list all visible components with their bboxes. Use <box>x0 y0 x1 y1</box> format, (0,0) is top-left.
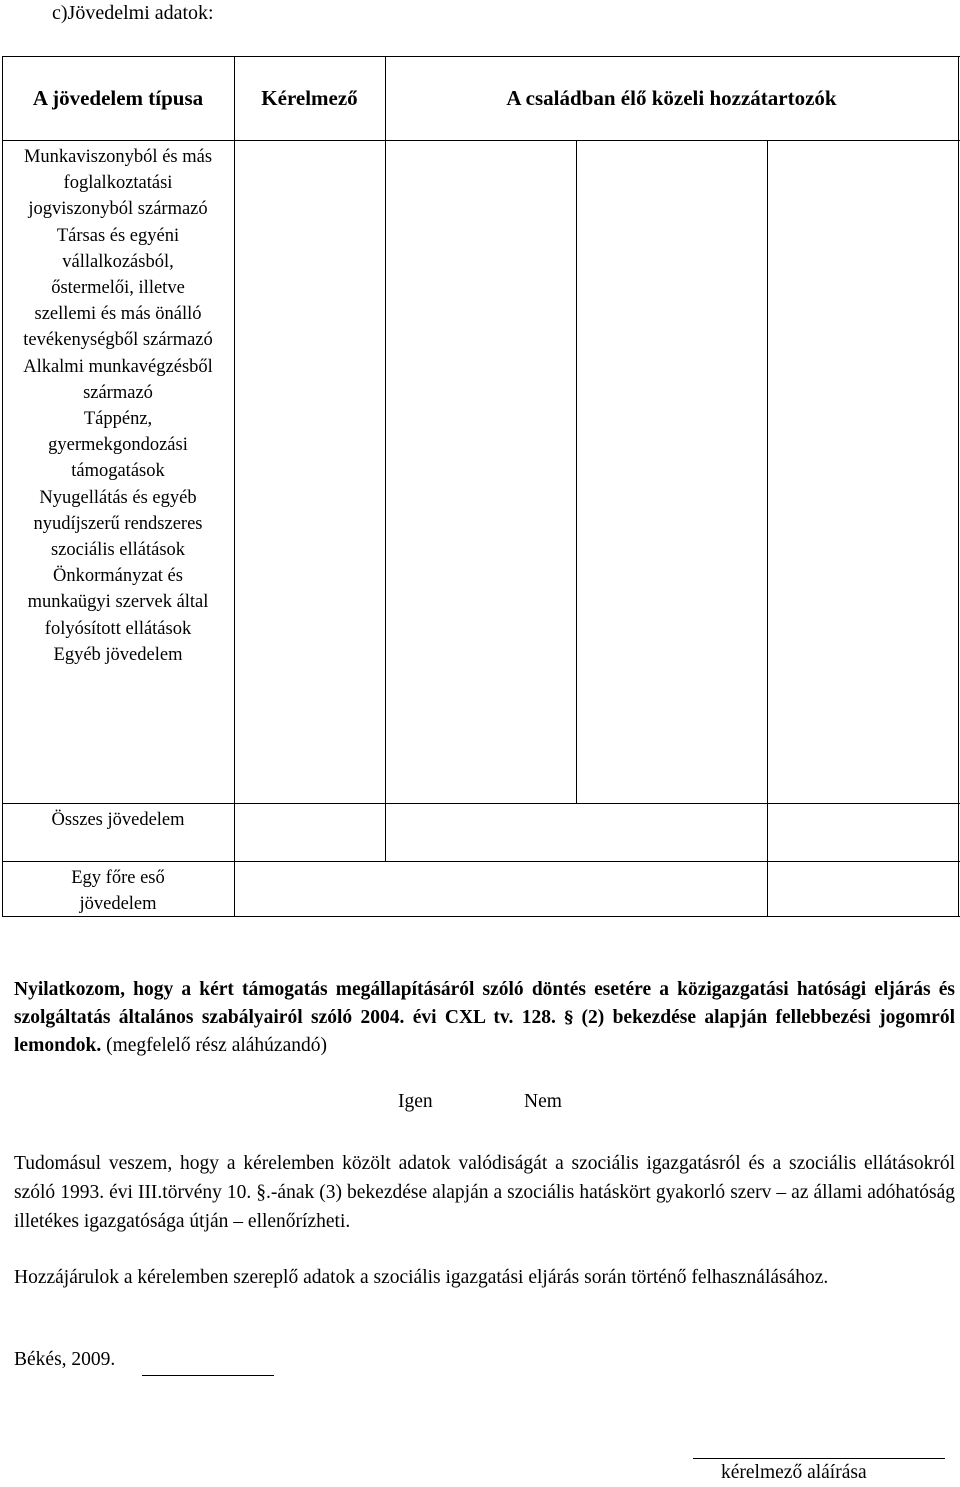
table-rule <box>2 56 960 57</box>
applicant-income-cell[interactable] <box>235 141 385 803</box>
header-applicant: Kérelmező <box>261 86 358 110</box>
relative-income-cell[interactable] <box>386 141 576 803</box>
choice-no[interactable]: Nem <box>524 1091 562 1112</box>
per-capita-income-label: Egy főre eső jövedelem <box>71 868 165 915</box>
income-types-cell <box>2 144 234 668</box>
total-income-cell[interactable] <box>235 804 958 861</box>
consent-paragraph: Hozzájárulok a kérelemben szereplő adatok a szociális igazgatási eljárás során történő felhasználásához. <box>14 1267 829 1288</box>
income-type-label: Nyugellátás és egyéb nyudíjszerű rendszeres szociális ellátások <box>33 487 203 561</box>
income-type-label: Egyéb jövedelem <box>53 644 183 665</box>
signature-line[interactable] <box>693 1458 945 1459</box>
relative-income-cell[interactable] <box>577 141 767 803</box>
relative-income-cell[interactable] <box>768 141 958 803</box>
section-sign: § <box>564 1008 574 1028</box>
header-income-type: A jövedelem típusa <box>32 86 204 110</box>
declaration-text: (2) bekezdése alapján fellebbezési jogomról lemondok. <box>14 1007 955 1056</box>
total-income-label: Összes jövedelem <box>51 810 185 830</box>
signature-label: kérelmező aláírása <box>721 1462 867 1483</box>
per-capita-income-cell[interactable] <box>235 862 767 916</box>
income-type-label: Táppénz, gyermekgondozási támogatások <box>48 409 188 482</box>
date-fill-line[interactable] <box>142 1375 274 1376</box>
per-capita-income-cell[interactable] <box>768 862 958 916</box>
income-type-label: Önkormányzat és munkaügyi szervek által folyósított ellátások <box>27 566 209 639</box>
acknowledgement-paragraph: Tudomásul veszem, hogy a kérelemben közölt adatok valódiságát a szociális igazgatásról és a szociális ellátásokról szóló 1993. évi III.törvény 10. §.-ának (3) bekezdése alapján a szociális hatáskört gyakorló szerv – az állami adóhatóság illetékes igazgatósága útján – ellenőrízheti. <box>14 1153 955 1232</box>
header-relatives: A családban élő közeli hozzátartozók <box>506 86 837 110</box>
declaration-note: (megfelelő rész aláhúzandó) <box>106 1035 327 1056</box>
declaration-text: Nyilatkozom, hogy a kért támogatás megállapításáról szóló döntés esetére a közigazgatási hatósági eljárás és szolgáltatás általános szabályairól szóló 2004. évi CXL tv. 128. <box>14 979 955 1028</box>
section-heading: c)Jövedelmi adatok: <box>52 2 214 24</box>
income-type-label: Társas és egyéni vállalkozásból, őstermelői, illetve szellemi és más önálló tevékenységből származó <box>23 225 213 351</box>
place-date: Békés, 2009. <box>14 1349 116 1370</box>
choice-yes[interactable]: Igen <box>398 1091 433 1112</box>
appeal-waiver-declaration <box>14 976 955 1060</box>
income-type-label: Alkalmi munkavégzésből származó <box>23 356 213 403</box>
income-type-label: Munkaviszonyból és más foglalkoztatási jogviszonyból származó <box>23 147 213 220</box>
table-rule <box>958 56 959 917</box>
